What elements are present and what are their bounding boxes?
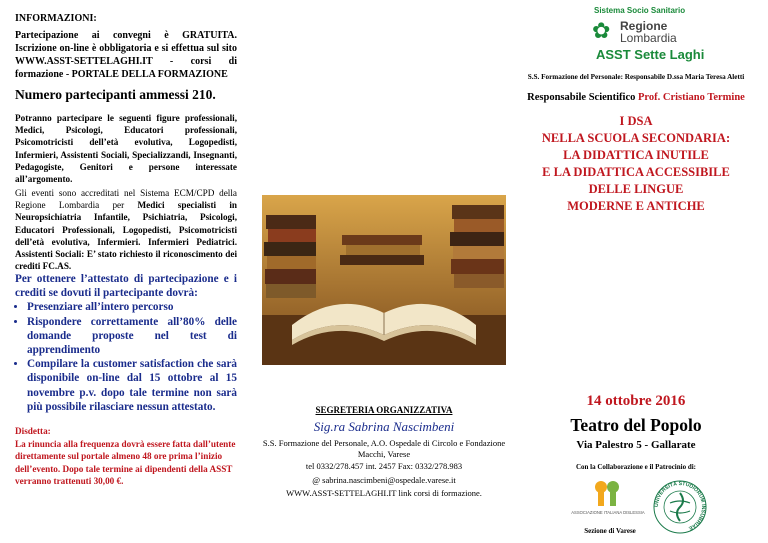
responsabile-name: Prof. Cristiano Termine — [638, 92, 745, 103]
logo-subtitle: Sistema Socio Sanitario — [594, 6, 686, 15]
title-line: DELLE LINGUE — [588, 182, 684, 196]
aid-caption: Sezione di Varese — [584, 527, 636, 535]
ecm-accreditation-text — [15, 187, 237, 272]
lombardy-rose-icon: ✿ — [592, 18, 611, 43]
title-line: NELLA SCUOLA SECONDARIA: — [541, 131, 731, 145]
title-line: E LA DIDATTICA ACCESSIBILE — [542, 165, 730, 179]
segreteria-organization: S.S. Formazione del Personale, A.O. Ospedale di Circolo e Fondazione Macchi, Varese — [262, 438, 506, 459]
disdetta-section — [15, 425, 247, 488]
segreteria-website[interactable]: WWW.ASST-SETTELAGHI.IT link corsi di formazione. — [286, 488, 482, 498]
attestato-list — [15, 300, 237, 414]
university-seal-text: UNIVERSITÀ STUDIORUM INSUBRIAE — [653, 480, 707, 531]
logo-region-line1: Regione — [620, 19, 668, 33]
title-column — [512, 0, 760, 543]
middle-column — [262, 0, 506, 543]
logo-region-line2: Lombardia — [620, 31, 677, 45]
disdetta-title: Disdetta: — [15, 426, 51, 436]
aid-logo-text: ASSOCIAZIONE ITALIANA DISLESSIA — [571, 510, 645, 515]
segreteria-name: Sig.ra Sabrina Nascimbeni — [313, 419, 455, 434]
info-text: Partecipazione ai convegni è GRATUITA. Iscrizione on-line è obbligatoria e si effettua sul sito WWW.ASST-SETTELAGHI.IT - corsi di formazione - PORTALE DELLA FORMAZIONE — [15, 30, 237, 80]
event-venue: Teatro del Popolo — [570, 415, 702, 435]
aid-logo — [571, 478, 645, 526]
title-line: MODERNE E ANTICHE — [567, 199, 705, 213]
segreteria-title: SEGRETERIA ORGANIZZATIVA — [315, 405, 453, 415]
info-column — [15, 0, 237, 543]
responsabile-label: Responsabile Scientifico — [527, 92, 636, 103]
event-address: Via Palestro 5 - Gallarate — [576, 439, 696, 451]
collaboration-label: Con la Collaborazione e il Patrocinio di: — [575, 463, 697, 471]
books-image — [262, 195, 506, 365]
ecm-professions: Medici specialisti in Neuropsichiatria Infantile, Psichiatria, Psicologi, Educatori Professionali, Logopedisti, Psicomotricisti dell’età evolutiva, Infermieri. Infermieri Pediatrici. Assistenti Sociali: E’ stato richiesto il riconoscimento dei crediti FC.AS. — [15, 200, 238, 272]
university-seal — [652, 479, 708, 535]
professional-figures-text: Potranno partecipare le seguenti figure professionali, Medici, Psicologi, Educatori professionali, Psicomotricisti dell’età evolutiva, Logopedisti, Infermieri, Assistenti Sociali, Specializzandi, Insegnanti, Pedagogiste, Genitori e persone interessate all’argomento. — [15, 113, 237, 185]
list-item: • Rispondere correttamente all’80% delle domande proposte nel test di apprendimento — [27, 315, 237, 358]
info-title: INFORMAZIONI: — [15, 13, 97, 24]
disdetta-text: La rinuncia alla frequenza dovrà essere fatta dall’utente direttamente sul portale almeno 48 ore prima l’inizio dell’evento. Dopo tale termine ai dipendenti della ASST verranno trattenuti 30,00 €. — [15, 438, 236, 486]
segreteria-phone: tel 0332/278.457 int. 2457 Fax: 0332/278.983 — [305, 461, 463, 471]
asst-logo — [578, 6, 708, 66]
attestato-intro: Per ottenere l’attestato di partecipazione e i crediti se dovuti il partecipante dovrà: — [15, 273, 237, 300]
list-item: • Presenziare all’intero percorso — [27, 300, 237, 314]
event-title — [512, 113, 760, 215]
attestato-section — [15, 272, 237, 414]
event-date: 14 ottobre 2016 — [586, 393, 686, 409]
logo-asst-name: ASST Sette Laghi — [596, 47, 705, 62]
ecm-intro: Gli eventi sono accreditati nel Sistema ECM/CPD della Regione Lombardia per — [15, 188, 237, 211]
responsabile-scientifico — [512, 92, 760, 103]
segreteria-email[interactable]: @ sabrina.nascimbeni@ospedale.varese.it — [312, 475, 456, 485]
participants-count: Numero partecipanti ammessi 210. — [15, 87, 216, 102]
formazione-line: S.S. Formazione del Personale: Responsabile D.ssa Maria Teresa Aletti — [527, 73, 745, 81]
title-line: LA DIDATTICA INUTILE — [563, 148, 709, 162]
list-item: • Compilare la customer satisfaction che sarà disponibile on-line dal 15 ottobre al 15 novembre p.v. dopo tale termine non sarà più possibile rilasciare nessun attestato. — [27, 357, 237, 414]
title-line: I DSA — [619, 114, 653, 128]
